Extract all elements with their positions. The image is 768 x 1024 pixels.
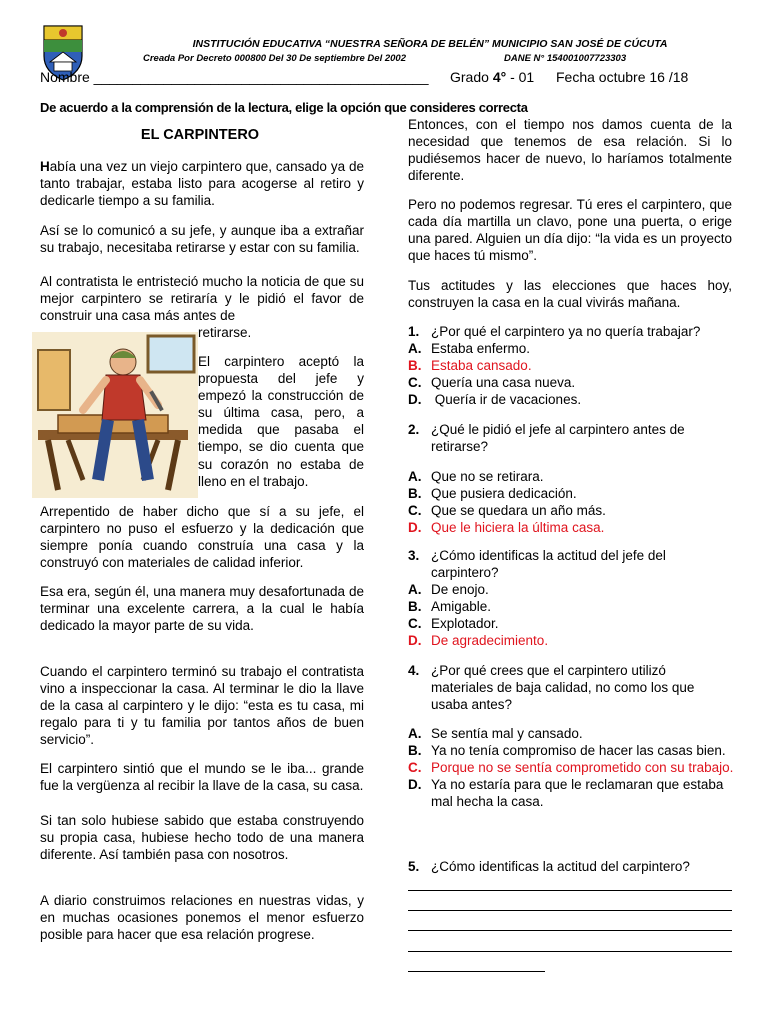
question-text: ¿Cómo identificas la actitud del jefe del carpintero? bbox=[431, 548, 666, 580]
option-letter: C. bbox=[408, 760, 422, 775]
option-letter: C. bbox=[408, 616, 422, 631]
option-letter: C. bbox=[408, 503, 422, 518]
grade-field bbox=[450, 69, 534, 85]
option-letter: B. bbox=[408, 599, 422, 614]
question-1 bbox=[408, 323, 738, 408]
paragraph-10: A diario construimos relaciones en nuestras vidas, y en muchas ocasiones ponemos el menor esfuerzo posible para hacer que esa relación progrese. bbox=[40, 893, 364, 943]
option-text: Estaba cansado. bbox=[431, 358, 532, 373]
grade-suffix: - 01 bbox=[506, 69, 535, 85]
question-2 bbox=[408, 421, 738, 536]
grade-number: 4° bbox=[492, 69, 507, 85]
question-text: ¿Por qué crees que el carpintero utilizó materiales de baja calidad, no como los que usaba antes? bbox=[431, 663, 695, 712]
option-d-answer[interactable] bbox=[408, 632, 738, 649]
paragraph-7: Cuando el carpintero terminó su trabajo el contratista vino a inspeccionar la casa. Al terminar le dio la llave de la casa al carpintero y le dijo: “esta es tu casa, mi regalo para ti y tu familia por tantos años de buen servicio”. bbox=[40, 664, 364, 748]
answer-line-2[interactable] bbox=[408, 910, 732, 911]
question-5 bbox=[408, 858, 738, 875]
paragraph-1 bbox=[40, 158, 364, 209]
option-a[interactable] bbox=[408, 468, 738, 485]
option-text: Que pusiera dedicación. bbox=[431, 486, 577, 501]
option-a[interactable] bbox=[408, 581, 738, 598]
question-text: ¿Por qué el carpintero ya no quería trabajar? bbox=[431, 324, 701, 339]
question-3 bbox=[408, 547, 738, 649]
paragraph-6: Esa era, según él, una manera muy desafortunada de terminar una excelente carrera, a la cual le había dedicado la mayor parte de su vida. bbox=[40, 584, 364, 634]
option-c[interactable] bbox=[408, 374, 738, 391]
date-field: Fecha octubre 16 /18 bbox=[556, 69, 689, 85]
paragraph-11: Entonces, con el tiempo nos damos cuenta de la necesidad que tenemos de esa relación. Si lo pudiésemos hacer de nuevo, lo haríamos totalmente diferente. bbox=[408, 117, 732, 184]
answer-line-5[interactable] bbox=[408, 971, 545, 972]
paragraph-2: Así se lo comunicó a su jefe, y aunque iba a extrañar su trabajo, necesitaba retirarse y estar con su familia. bbox=[40, 223, 364, 256]
question-3-stem bbox=[408, 547, 731, 581]
grade-prefix: Grado bbox=[450, 69, 493, 85]
option-letter: D. bbox=[408, 392, 422, 407]
question-number: 3. bbox=[408, 548, 420, 563]
option-c[interactable] bbox=[408, 615, 738, 632]
option-text: Estaba enfermo. bbox=[431, 341, 531, 356]
question-number: 1. bbox=[408, 324, 420, 339]
option-letter: B. bbox=[408, 486, 422, 501]
option-b[interactable] bbox=[408, 485, 738, 502]
paragraph-1-text: abía una vez un viejo carpintero que, cansado ya de tanto trabajar, estaba listo para acogerse al retiro y dedicarle tiempo a su familia. bbox=[40, 159, 364, 209]
paragraph-13: Tus actitudes y las elecciones que haces hoy, construyen la casa en la cual vivirás mañana. bbox=[408, 278, 732, 311]
option-text: Ya no estaría para que le reclamaran que estaba mal hecha la casa. bbox=[431, 777, 724, 809]
reading-title: EL CARPINTERO bbox=[140, 127, 260, 143]
option-text: Quería una casa nueva. bbox=[431, 375, 576, 390]
option-c[interactable] bbox=[408, 502, 738, 519]
option-letter: C. bbox=[408, 375, 422, 390]
option-text: De enojo. bbox=[431, 582, 489, 597]
institution-title: INSTITUCIÓN EDUCATIVA “NUESTRA SEÑORA DE BELÉN” MUNICIPIO SAN JOSÉ DE CÚCUTA bbox=[192, 38, 668, 50]
option-text: Porque no se sentía comprometido con su trabajo. bbox=[431, 760, 734, 775]
option-b[interactable] bbox=[408, 742, 736, 759]
option-letter: A. bbox=[408, 341, 422, 356]
option-text: Ya no tenía compromiso de hacer las casas bien. bbox=[431, 743, 726, 758]
question-number: 5. bbox=[408, 859, 420, 874]
option-a[interactable] bbox=[408, 340, 738, 357]
option-a[interactable] bbox=[408, 725, 738, 742]
paragraph-5: Arrepentido de haber dicho que sí a su jefe, el carpintero no puso el esfuerzo y la dedicación que siempre ponía cuando construía una casa y la construyó con materiales de calidad inferior. bbox=[40, 504, 364, 571]
option-c-answer[interactable] bbox=[408, 759, 736, 776]
option-letter: D. bbox=[408, 777, 422, 792]
option-letter: D. bbox=[408, 520, 422, 535]
paragraph-3: Al contratista le entristeció mucho la noticia de que su mejor carpintero se retiraría y le pidió el favor de construir una casa más antes de bbox=[40, 274, 364, 324]
question-4-stem bbox=[408, 662, 731, 713]
question-5-stem bbox=[408, 858, 738, 875]
option-letter: B. bbox=[408, 743, 422, 758]
paragraph-8: El carpintero sintió que el mundo se le iba... grande fue la vergüenza al recibir la llave de la casa, su casa. bbox=[40, 761, 364, 794]
option-d-answer[interactable] bbox=[408, 519, 738, 536]
option-text: Se sentía mal y cansado. bbox=[431, 726, 583, 741]
answer-line-4[interactable] bbox=[408, 951, 732, 952]
paragraph-4: El carpintero aceptó la propuesta del jefe y empezó la construcción de su última casa, pero, a medida que pasaba el tiempo, se dio cuenta que su corazón no estaba de lleno en el trabajo. bbox=[198, 354, 364, 489]
option-text: Que le hiciera la última casa. bbox=[431, 520, 605, 535]
dane-number: DANE N° 154001007723303 bbox=[504, 53, 627, 64]
question-number: 4. bbox=[408, 663, 420, 678]
option-text: De agradecimiento. bbox=[431, 633, 549, 648]
answer-line-1[interactable] bbox=[408, 890, 732, 891]
question-text: ¿Qué le pidió el jefe al carpintero antes de retirarse? bbox=[431, 422, 685, 454]
option-letter: B. bbox=[408, 358, 422, 373]
option-b[interactable] bbox=[408, 598, 738, 615]
question-1-stem bbox=[408, 323, 738, 340]
option-letter: D. bbox=[408, 633, 422, 648]
question-4 bbox=[408, 662, 738, 810]
paragraph-12: Pero no podemos regresar. Tú eres el carpintero, que cada día martilla un clavo, pone una puerta, o erige una pared. Alguien un día dijo: “la vida es un proyecto que haces tú mismo”. bbox=[408, 197, 732, 264]
option-letter: A. bbox=[408, 726, 422, 741]
option-b-answer[interactable] bbox=[408, 357, 738, 374]
question-number: 2. bbox=[408, 422, 420, 437]
name-field: Nombre ___________________________________________ bbox=[40, 69, 429, 85]
question-2-stem bbox=[408, 421, 731, 455]
option-letter: A. bbox=[408, 582, 422, 597]
option-text: Amigable. bbox=[431, 599, 492, 614]
answer-line-3[interactable] bbox=[408, 930, 732, 931]
option-d[interactable] bbox=[408, 776, 736, 810]
instructions: De acuerdo a la comprensión de la lectura, elige la opción que consideres correcta bbox=[40, 100, 528, 115]
paragraph-9: Si tan solo hubiese sabido que estaba construyendo su propia casa, hubiese hecho todo de una manera diferente. Así también pasa con nosotros. bbox=[40, 813, 364, 863]
option-text: Explotador. bbox=[431, 616, 499, 631]
question-text: ¿Cómo identificas la actitud del carpintero? bbox=[431, 859, 690, 874]
carpenter-illustration bbox=[28, 330, 198, 500]
option-letter: A. bbox=[408, 469, 422, 484]
option-d[interactable] bbox=[408, 391, 738, 408]
paragraph-3-end: retirarse. bbox=[198, 325, 252, 340]
drop-initial: H bbox=[40, 159, 50, 174]
option-text: Que no se retirara. bbox=[431, 469, 544, 484]
decree-line: Creada Por Decreto 000800 Del 30 De septiembre Del 2002 bbox=[143, 53, 406, 64]
option-text: Que se quedara un año más. bbox=[431, 503, 606, 518]
option-text: Quería ir de vacaciones. bbox=[431, 392, 582, 407]
